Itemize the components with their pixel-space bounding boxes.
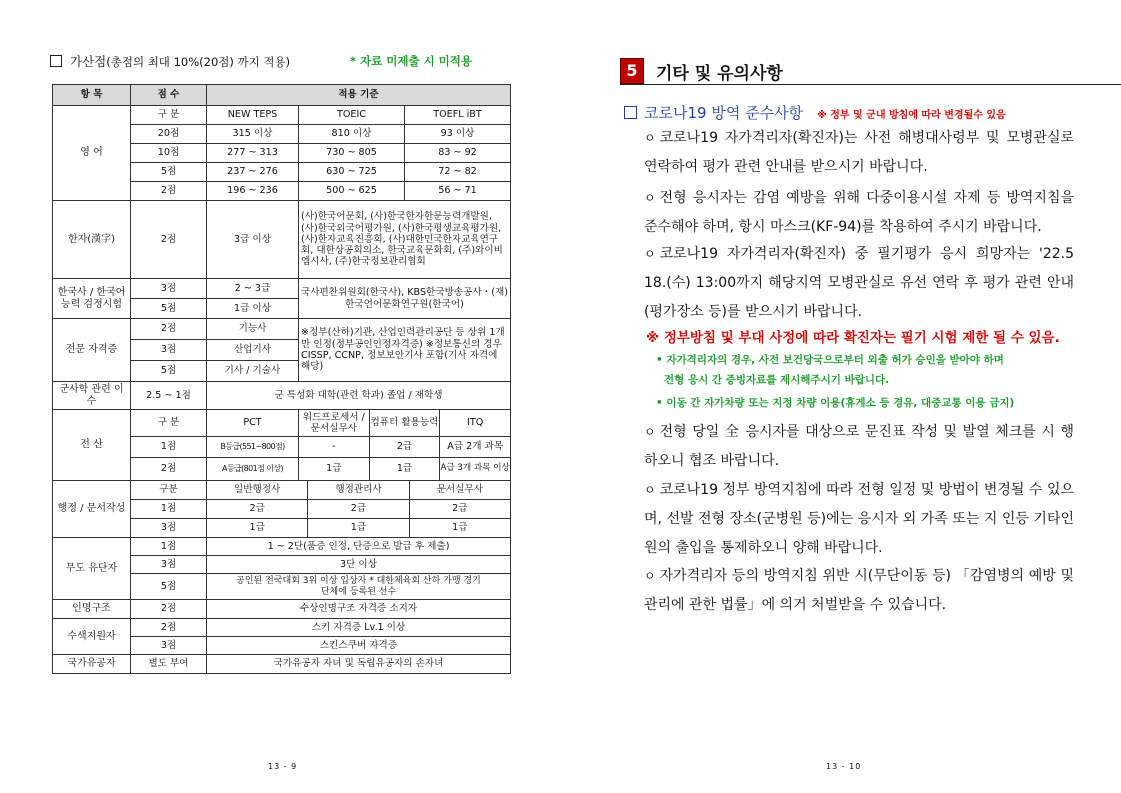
table-cell: 2점	[131, 458, 207, 481]
history-orgs: 국사편찬위원회(한국사), KBS한국방송공사・(재)한국언어문화연구원(한국어)	[299, 279, 511, 319]
table-header-row	[53, 85, 511, 106]
bullet-icon: ㅇ	[644, 569, 656, 583]
right-page	[560, 0, 1121, 793]
table-cell: -	[332, 441, 336, 453]
bullet-icon: ㅇ	[644, 247, 656, 261]
table-cell: 10점	[131, 144, 207, 163]
header-score: 점 수	[131, 85, 207, 106]
bonus-table	[52, 84, 511, 674]
table-cell: B등급(551~800점)	[207, 437, 299, 458]
table-cell: 3점	[131, 637, 207, 655]
computer-label: 전 산	[53, 410, 131, 481]
english-col-header: NEW TEPS	[207, 106, 299, 125]
table-row	[53, 600, 511, 619]
english-col-header: 구 분	[131, 106, 207, 125]
table-cell: 3점	[131, 519, 207, 538]
subsection-heading	[624, 102, 1121, 123]
green-note: • 자가격리자의 경우, 사전 보건당국으로부터 외출 허가 승인을 받아야 하며	[656, 354, 1004, 366]
bonus-heading	[50, 52, 510, 70]
bullet-paragraph	[644, 184, 1074, 242]
hanja-orgs: (사)한국어문회, (사)한국한자한문능력개발원, (사)한국외국어평가원, (사)한국평생교육평가원, (사)한자교육진흥회, (사)대한민국한자교육연구회, 대한상공회의소, 한국교육문화회, (주)와이비엠시사, (주)한국정보관리협회	[299, 201, 511, 279]
table-cell: 군 특성화 대학(관련 학과) 졸업 / 재학생	[207, 382, 511, 410]
table-cell: PCT	[207, 410, 299, 437]
table-cell: 1급	[369, 458, 440, 480]
table-cell: 2급	[307, 500, 408, 518]
english-col-header: TOEFL iBT	[405, 106, 511, 125]
table-cell: A등급(801점 이상)	[207, 458, 299, 481]
computer-mid-row	[299, 437, 511, 458]
table-cell: 5점	[131, 163, 207, 182]
table-row	[53, 279, 511, 299]
admin-sub	[207, 481, 511, 500]
table-cell: 237 ~ 276	[207, 163, 299, 182]
checkbox-square-icon	[624, 106, 637, 119]
table-cell: 스킨스쿠버 자격증	[207, 637, 511, 655]
table-cell: A급 2개 과목	[439, 437, 510, 457]
table-cell: 1 ~ 2단(품증 인정, 단증으로 발급 후 제출)	[207, 538, 511, 556]
paragraph-text: 전형 당일 全 응시자를 대상으로 문진표 작성 및 발열 체크를 시 행하오니 협조 바랍니다.	[644, 424, 1074, 469]
header-criteria: 적용 기준	[207, 85, 511, 106]
paragraph-text: 코로나19 정부 방역지침에 따라 전형 일정 및 방법이 변경될 수 있으며, 선발 전형 장소(군병원 등)에는 응시자 외 가족 또는 지 인등 기타인원의 출입을 통제하오니 양해 바랍니다.	[644, 482, 1074, 556]
table-cell: 스키 자격증 Lv.1 이상	[207, 619, 511, 637]
table-cell: 1급	[326, 463, 342, 475]
table-row	[53, 106, 511, 125]
table-cell: 1점	[131, 437, 207, 458]
table-cell: 3점	[131, 556, 207, 574]
bullet-paragraph	[644, 124, 1074, 182]
bullet-paragraph	[644, 562, 1074, 620]
hanja-label: 한자(漢字)	[53, 201, 131, 279]
admin-sub	[207, 519, 511, 538]
green-note: • 이동 간 자가차량 또는 지정 차량 이용(휴게소 등 경유, 대중교통 이용 금지)	[656, 397, 1015, 409]
table-row	[53, 481, 511, 500]
page-number: 13 - 9	[268, 762, 298, 771]
bullet-paragraph	[644, 476, 1074, 563]
table-cell: 730 ~ 805	[299, 144, 405, 163]
table-cell: 1점	[131, 538, 207, 556]
table-cell: 3점	[131, 340, 207, 361]
table-cell: 행정관리사	[307, 481, 408, 499]
table-cell: 일반행정사	[233, 484, 281, 496]
table-cell: 3급 이상	[207, 201, 299, 279]
table-cell: 3점	[131, 279, 207, 299]
table-cell: 5점	[131, 574, 207, 600]
table-cell: 72 ~ 82	[405, 163, 511, 182]
table-cell: 1급	[307, 519, 408, 537]
bullet-icon: ㅇ	[644, 425, 656, 439]
table-cell: 문서실무사	[409, 481, 510, 499]
license-label: 전문 자격증	[53, 319, 131, 382]
restriction-note: ※ 정부방침 및 부대 사정에 따라 확진자는 필기 시험 제한 될 수 있음.	[646, 330, 1060, 346]
license-note: ※정부(산하)기관, 산업인력관리공단 등 상위 1개만 인정(정부공인인정자격증) ※정보통신의 경우 CISSP, CCNP, 정보보안기사 포함(기사 자격에 해당)	[299, 319, 511, 382]
rescue-label: 인명구조	[53, 600, 131, 619]
table-row	[53, 619, 511, 637]
computer-mid-header	[299, 410, 511, 437]
history-label: 한국사 / 한국어능력 검정시험	[53, 279, 131, 319]
table-cell: 구분	[131, 481, 207, 500]
table-row	[53, 382, 511, 410]
paragraph-text: 자가격리자 등의 방역지침 위반 시(무단이동 등) 「감염병의 예방 및 관리에 관한 법률」에 의거 처벌받을 수 있습니다.	[644, 568, 1074, 613]
bullet-paragraph	[644, 240, 1074, 327]
search-label: 수색지원자	[53, 619, 131, 655]
table-cell: 기능사	[207, 319, 299, 340]
table-cell: 5점	[131, 299, 207, 319]
table-cell: 국가유공자 자녀 및 독립유공자의 손자녀	[207, 655, 511, 674]
table-row	[53, 538, 511, 556]
veteran-label: 국가유공자	[53, 655, 131, 674]
table-cell: 20점	[131, 125, 207, 144]
table-cell: 56 ~ 71	[405, 182, 511, 201]
paragraph-text: 코로나19 자가격리자(확진자) 중 필기평가 응시 희망자는 '22.5 18.(수) 13:00까지 해당지역 모병관실로 유선 연락 후 평가 관련 안내(평가장소 등)를 받으시기 바랍니다.	[644, 246, 1074, 320]
table-cell: 1급	[249, 522, 265, 534]
paragraph-text: 코로나19 자가격리자(확진자)는 사전 해병대사령부 및 모병관실로 연락하여 평가 관련 안내를 받으시기 바랍니다.	[644, 130, 1074, 175]
table-cell: 3단 이상	[207, 556, 511, 574]
table-cell: 기사 / 기술사	[207, 361, 299, 382]
section-title: 기타 및 유의사항	[656, 64, 783, 84]
bonus-note: * 자료 미제출 시 미적용	[350, 54, 473, 68]
table-cell: 810 이상	[299, 125, 405, 144]
table-cell: 277 ~ 313	[207, 144, 299, 163]
table-cell: 196 ~ 236	[207, 182, 299, 201]
table-cell: 630 ~ 725	[299, 163, 405, 182]
table-cell: 1급 이상	[207, 299, 299, 319]
page-number: 13 - 10	[826, 762, 862, 771]
bullet-paragraph	[644, 418, 1074, 476]
table-cell: 2 ~ 3급	[207, 279, 299, 299]
table-cell: 2급	[409, 500, 510, 518]
table-cell: 83 ~ 92	[405, 144, 511, 163]
table-cell: 2점	[131, 619, 207, 637]
checkbox-square-icon	[50, 55, 62, 67]
table-cell: A급 3개 과목 이상	[439, 458, 510, 480]
bonus-subtitle: (총점의 최대 10%(20점) 까지 적용)	[106, 55, 291, 69]
paragraph-text: 전형 응시자는 감염 예방을 위해 다중이용시설 자제 등 방역지침을 준수해야 하며, 항시 마스크(KF-94)를 착용하여 주시기 바랍니다.	[644, 190, 1074, 235]
green-note: 전형 응시 간 증빙자료를 제시해주시기 바랍니다.	[664, 374, 890, 386]
table-cell: 구 분	[131, 410, 207, 437]
table-cell: 2급	[369, 437, 440, 457]
section-number-badge: 5	[620, 58, 644, 84]
table-cell: 2점	[131, 319, 207, 340]
admin-label: 행정 / 문서작성	[53, 481, 131, 538]
military-label: 군사학 관련 이수	[53, 382, 131, 410]
table-cell: 5점	[131, 361, 207, 382]
table-cell: 1점	[131, 500, 207, 519]
bullet-icon: ㅇ	[644, 483, 656, 497]
admin-sub	[207, 500, 511, 519]
table-row	[53, 655, 511, 674]
english-col-header: TOEIC	[299, 106, 405, 125]
subsection-note: ※ 정부 및 군내 방침에 따라 변경될수 있음	[817, 110, 1006, 121]
table-cell: 1급	[409, 519, 510, 537]
table-cell: 2.5 ~ 1점	[131, 382, 207, 410]
table-cell: ITQ	[439, 410, 510, 436]
table-cell: 컴퓨터 활용능력	[369, 410, 440, 436]
table-cell: 2점	[131, 201, 207, 279]
table-cell: 별도 부여	[131, 655, 207, 674]
table-cell: 워드프로세서 /문서실무사	[302, 411, 365, 434]
bullet-icon: ㅇ	[644, 131, 656, 145]
martial-label: 무도 유단자	[53, 538, 131, 600]
table-cell: 공인된 전국대회 3위 이상 입상자 * 대한체육회 산하 가맹 경기단체에 등록된 선수	[207, 574, 511, 600]
computer-mid-row	[299, 458, 511, 481]
table-cell: 수상인명구조 자격증 소지자	[207, 600, 511, 619]
left-page	[0, 0, 560, 793]
bonus-title: 가산점	[70, 54, 107, 69]
table-cell: 2점	[131, 600, 207, 619]
table-cell: 93 이상	[405, 125, 511, 144]
table-cell: 2급	[249, 503, 265, 515]
bullet-icon: ㅇ	[644, 191, 656, 205]
table-row	[53, 201, 511, 279]
table-row	[53, 410, 511, 437]
table-cell: 2점	[131, 182, 207, 201]
subsection-title: 코로나19 방역 준수사항	[644, 104, 804, 122]
section-header	[620, 50, 1121, 85]
table-cell: 산업기사	[207, 340, 299, 361]
table-cell: 315 이상	[207, 125, 299, 144]
header-item: 항 목	[53, 85, 131, 106]
table-cell: 500 ~ 625	[299, 182, 405, 201]
table-row	[53, 319, 511, 340]
english-label: 영 어	[53, 106, 131, 201]
